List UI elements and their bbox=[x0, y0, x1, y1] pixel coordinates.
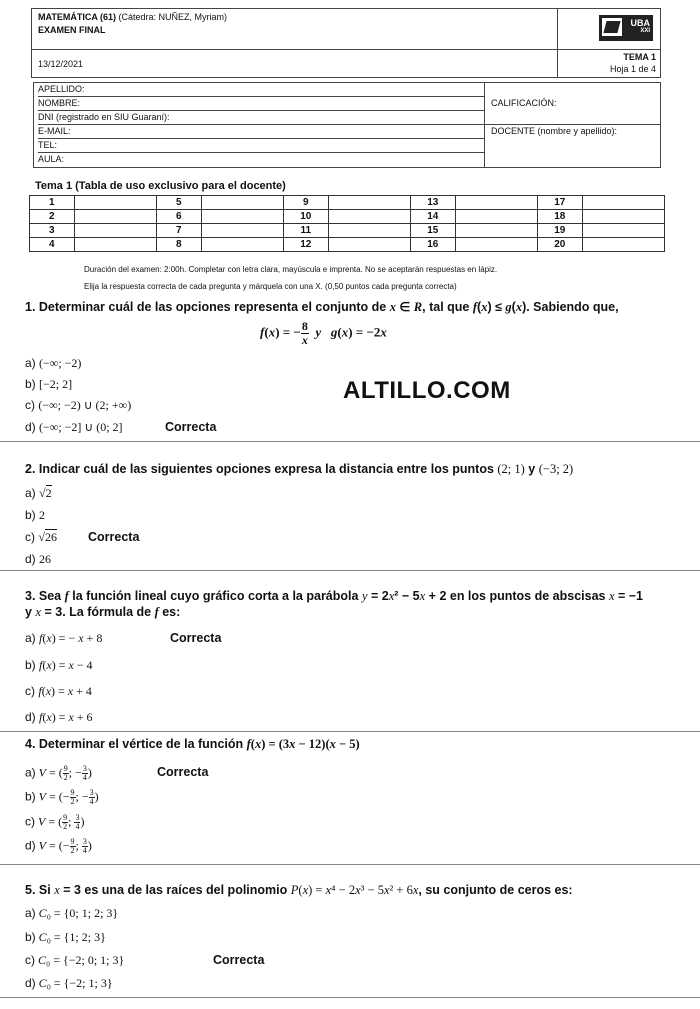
question-1-formula: f(x) = − $\frac{8}{x}$ y g(x) = −2x bbox=[260, 319, 387, 347]
exam-date: 13/12/2021 bbox=[38, 59, 84, 69]
answer-cell[interactable] bbox=[455, 196, 537, 210]
answer-number: 1 bbox=[30, 196, 75, 210]
answer-cell[interactable] bbox=[582, 238, 664, 252]
answer-number: 5 bbox=[156, 196, 201, 210]
q2-option-c[interactable]: c) √26 bbox=[25, 530, 57, 544]
uba-logo: UBA XXI bbox=[599, 15, 653, 41]
question-3-stem: 3. Sea f la función lineal cuyo gráfico corta a la parábola y = 2x² − 5x + 2 en los puntos de abscisas x = −1 bbox=[25, 589, 644, 603]
answer-cell[interactable] bbox=[582, 224, 664, 238]
answer-number: 3 bbox=[30, 224, 75, 238]
answer-number: 11 bbox=[283, 224, 328, 238]
answer-cell[interactable] bbox=[74, 196, 156, 210]
q2-option-a[interactable]: a) √2 bbox=[25, 486, 52, 500]
question-2-stem: 2. Indicar cuál de las siguientes opciones expresa la distancia entre los puntos (2; 1) y (−3; 2) bbox=[25, 462, 574, 476]
q3-option-b[interactable]: b) f(x) = x − 4 bbox=[25, 658, 93, 672]
q3-option-c[interactable]: c) f(x) = x + 4 bbox=[25, 684, 92, 698]
answer-cell[interactable] bbox=[201, 224, 283, 238]
student-field[interactable]: APELLIDO: bbox=[38, 84, 484, 97]
q1-option-a[interactable]: a) (−∞; −2) bbox=[25, 356, 82, 370]
answer-number: 19 bbox=[537, 224, 582, 238]
answer-number: 7 bbox=[156, 224, 201, 238]
divider bbox=[0, 997, 700, 998]
question-4-stem: 4. Determinar el vértice de la función f(x) = (3x − 12)(x − 5) bbox=[25, 737, 360, 751]
answer-cell[interactable] bbox=[455, 224, 537, 238]
table-title: Tema 1 (Tabla de uso exclusivo para el docente) bbox=[35, 180, 286, 192]
answer-cell[interactable] bbox=[328, 224, 410, 238]
docente-label: DOCENTE (nombre y apellido): bbox=[491, 126, 618, 136]
q3-option-a[interactable]: a) f(x) = − x + 8 bbox=[25, 631, 103, 645]
answer-cell[interactable] bbox=[74, 210, 156, 224]
answer-cell[interactable] bbox=[582, 210, 664, 224]
answer-number: 6 bbox=[156, 210, 201, 224]
question-1-stem: 1. Determinar cuál de las opciones representa el conjunto de x ∈ R, tal que f(x) ≤ g(x). Sabiendo que, bbox=[25, 300, 619, 314]
instruction-2: Elija la respuesta correcta de cada pregunta y márquela con una X. (0,50 puntos cada pregunta correcta) bbox=[84, 282, 457, 291]
answer-number: 9 bbox=[283, 196, 328, 210]
q4-option-a[interactable]: a) V = ( $\frac{9}{2}$ ; − $\frac{3}{4}$ ) bbox=[25, 764, 92, 782]
student-field[interactable]: E-MAIL: bbox=[38, 126, 484, 139]
answer-number: 8 bbox=[156, 238, 201, 252]
q1-correct-mark: Correcta bbox=[165, 420, 217, 434]
answer-cell[interactable] bbox=[201, 238, 283, 252]
watermark: ALTILLO.COM bbox=[343, 377, 511, 404]
answer-cell[interactable] bbox=[582, 196, 664, 210]
student-field[interactable]: TEL: bbox=[38, 140, 484, 153]
student-field[interactable]: DNI (registrado en SIU Guaraní): bbox=[38, 112, 484, 125]
answer-cell[interactable] bbox=[201, 210, 283, 224]
answer-cell[interactable] bbox=[328, 210, 410, 224]
exam-type: EXAMEN FINAL bbox=[38, 25, 106, 35]
q4-correct-mark: Correcta bbox=[157, 765, 209, 779]
divider bbox=[0, 441, 700, 442]
student-field[interactable]: NOMBRE: bbox=[38, 98, 484, 111]
answer-table-row bbox=[30, 238, 665, 252]
answer-number: 2 bbox=[30, 210, 75, 224]
calificacion-label: CALIFICACIÓN: bbox=[491, 98, 557, 108]
answer-number: 4 bbox=[30, 238, 75, 252]
answer-cell[interactable] bbox=[455, 238, 537, 252]
answer-cell[interactable] bbox=[328, 196, 410, 210]
exam-header bbox=[31, 8, 661, 78]
instruction-1: Duración del examen: 2:00h. Completar con letra clara, mayúscula e imprenta. No se aceptarán respuestas en lápiz. bbox=[84, 265, 498, 274]
q1-option-b[interactable]: b) [−2; 2] bbox=[25, 377, 73, 391]
answer-number: 14 bbox=[410, 210, 455, 224]
q2-correct-mark: Correcta bbox=[88, 530, 140, 544]
q4-option-b[interactable]: b) V = (− $\frac{9}{2}$ ; − $\frac{3}{4}$ ) bbox=[25, 788, 99, 806]
divider bbox=[0, 864, 700, 865]
q1-option-c[interactable]: c) (−∞; −2) ∪ (2; +∞) bbox=[25, 398, 132, 412]
q5-option-d[interactable]: d) C₀ = {−2; 1; 3} bbox=[25, 976, 113, 990]
q3-option-d[interactable]: d) f(x) = x + 6 bbox=[25, 710, 93, 724]
answer-cell[interactable] bbox=[74, 238, 156, 252]
q5-option-a[interactable]: a) C₀ = {0; 1; 2; 3} bbox=[25, 906, 119, 920]
answer-number: 17 bbox=[537, 196, 582, 210]
q4-option-d[interactable]: d) V = (− $\frac{9}{2}$ ; $\frac{3}{4}$ ) bbox=[25, 837, 92, 855]
answer-number: 10 bbox=[283, 210, 328, 224]
q5-option-c[interactable]: c) C₀ = {−2; 0; 1; 3} bbox=[25, 953, 125, 967]
divider bbox=[0, 731, 700, 732]
answer-table-row bbox=[30, 210, 665, 224]
tema-label: TEMA 1 bbox=[623, 52, 656, 62]
answer-number: 20 bbox=[537, 238, 582, 252]
question-5-stem: 5. Si x = 3 es una de las raíces del polinomio P(x) = x⁴ − 2x³ − 5x² + 6x, su conjunto de ceros es: bbox=[25, 883, 573, 897]
answer-cell[interactable] bbox=[74, 224, 156, 238]
divider bbox=[0, 570, 700, 571]
answer-table-row bbox=[30, 196, 665, 210]
answer-number: 13 bbox=[410, 196, 455, 210]
answer-number: 15 bbox=[410, 224, 455, 238]
answer-number: 12 bbox=[283, 238, 328, 252]
q5-correct-mark: Correcta bbox=[213, 953, 265, 967]
q5-option-b[interactable]: b) C₀ = {1; 2; 3} bbox=[25, 930, 106, 944]
answer-number: 18 bbox=[537, 210, 582, 224]
q4-option-c[interactable]: c) V = ( $\frac{9}{2}$ ; $\frac{3}{4}$ ) bbox=[25, 813, 85, 831]
answer-cell[interactable] bbox=[201, 196, 283, 210]
answer-table bbox=[29, 195, 665, 252]
student-info-box bbox=[33, 82, 661, 168]
question-3-stem-cont: y x = 3. La fórmula de f es: bbox=[25, 605, 181, 619]
q2-option-b[interactable]: b) 2 bbox=[25, 508, 46, 522]
q2-option-d[interactable]: d) 26 bbox=[25, 552, 52, 566]
page-indicator: Hoja 1 de 4 bbox=[609, 64, 656, 74]
answer-number: 16 bbox=[410, 238, 455, 252]
answer-cell[interactable] bbox=[455, 210, 537, 224]
answer-cell[interactable] bbox=[328, 238, 410, 252]
q1-option-d[interactable]: d) (−∞; −2] ∪ (0; 2] bbox=[25, 420, 123, 434]
student-field[interactable]: AULA: bbox=[38, 154, 65, 164]
q3-correct-mark: Correcta bbox=[170, 631, 222, 645]
answer-table-row bbox=[30, 224, 665, 238]
course-title: MATEMÁTICA (61) (Cátedra: NUÑEZ, Myriam) bbox=[38, 12, 228, 22]
